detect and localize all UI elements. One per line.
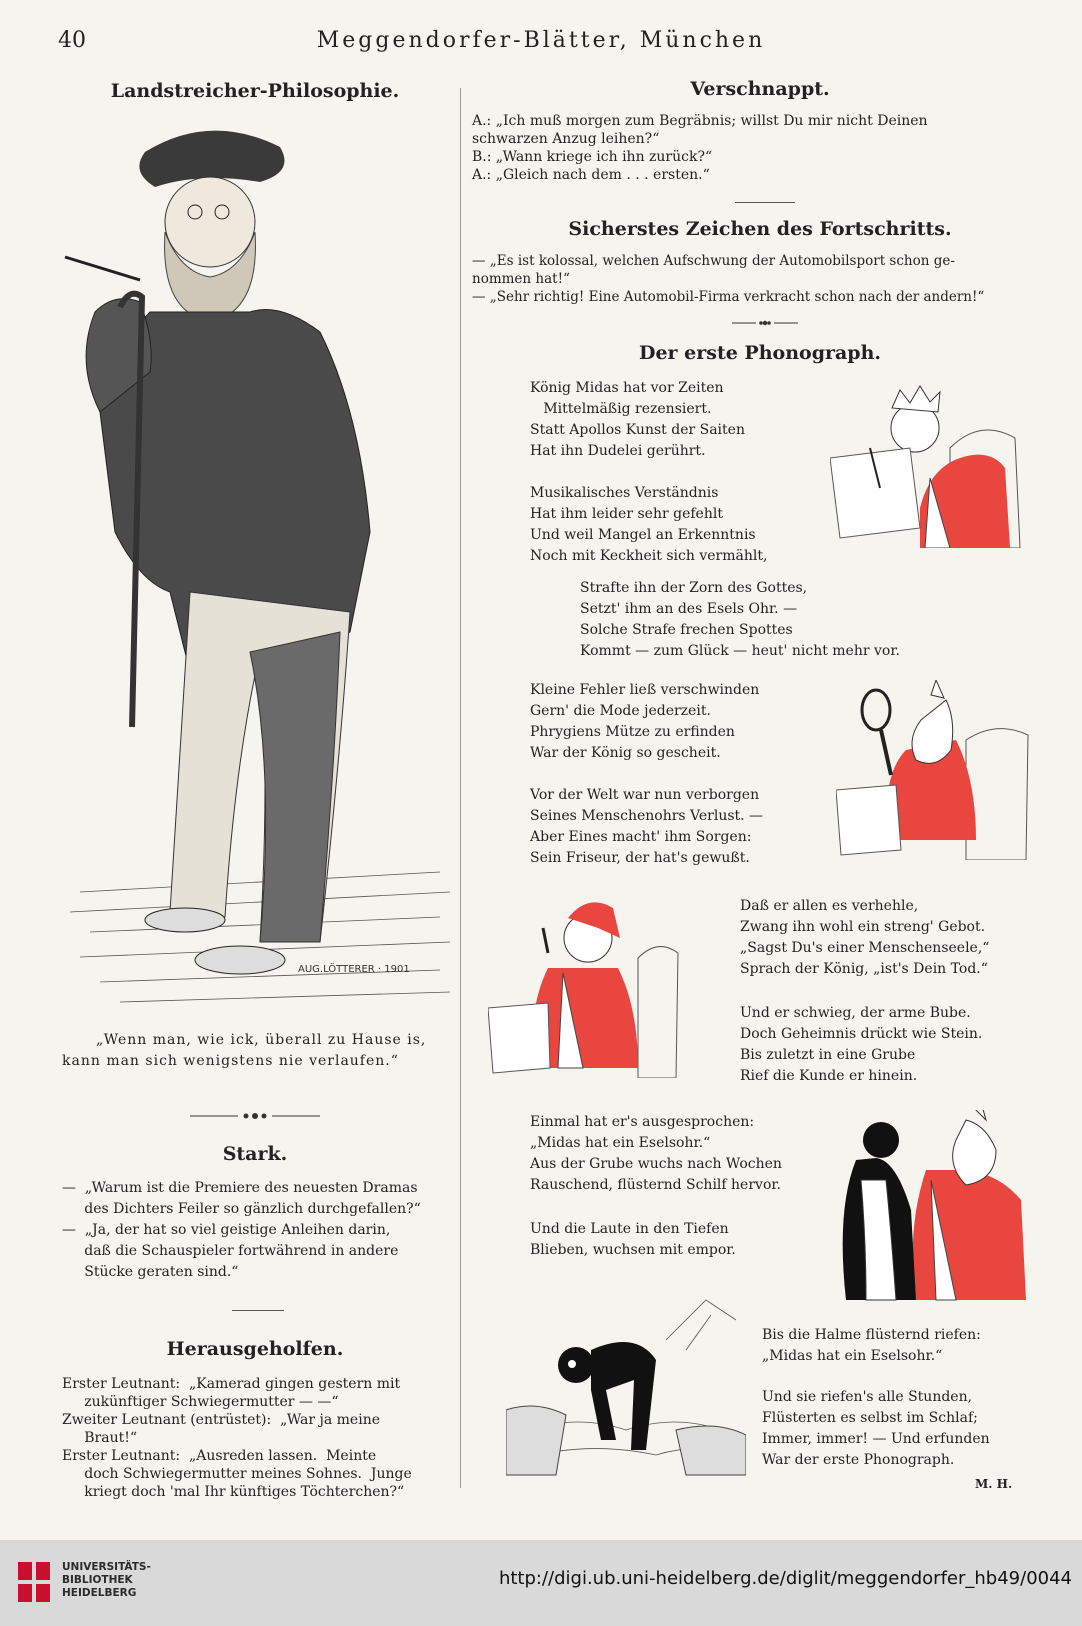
barber-pit-illustration [506, 1290, 746, 1480]
verschnappt-line: A.: „Ich muß morgen zum Begräbnis; willst Du mir nicht Deinen [472, 113, 928, 129]
library-name-line1: UNIVERSITÄTS- [62, 1561, 151, 1573]
stark-line: des Dichters Feiler so gänzlich durchgefallen?“ [62, 1201, 421, 1217]
section-rule [735, 202, 795, 203]
poem-line: „Midas hat ein Eselsohr.“ [530, 1135, 711, 1151]
poem-author: M. H. [975, 1477, 1013, 1491]
library-name-line3: HEIDELBERG [62, 1587, 137, 1599]
poem-line: Mittelmäßig rezensiert. [530, 401, 712, 417]
poem-line: Immer, immer! — Und erfunden [762, 1431, 990, 1447]
poem-line: Daß er allen es verhehle, [740, 898, 919, 914]
poem-line: Strafte ihn der Zorn des Gottes, [580, 580, 808, 596]
poem-line: Einmal hat er's ausgesprochen: [530, 1114, 755, 1130]
artist-signature: AUG.LÖTTERER · 1901 [298, 964, 410, 975]
poem-line: Doch Geheimnis drückt wie Stein. [740, 1026, 983, 1042]
university-library-logo [16, 1558, 56, 1606]
tramp-caption-line2: kann man sich wenigstens nie verlaufen.“ [62, 1053, 399, 1069]
barber-midas-illustration [836, 1110, 1036, 1310]
zeichen-line: — „Es ist kolossal, welchen Aufschwung der Automobilsport schon ge- [472, 253, 955, 269]
stark-line: daß die Schauspieler fortwährend in andere [62, 1243, 399, 1259]
herausgeholfen-line: Braut!“ [62, 1430, 138, 1446]
ornament-divider [190, 1110, 320, 1122]
stark-line: — „Ja, der hat so viel geistige Anleihen darin, [62, 1222, 391, 1238]
zeichen-line: nommen hat!“ [472, 271, 570, 287]
midas-mirror-illustration [836, 680, 1032, 860]
midas-writing-illustration [830, 378, 1030, 548]
poem-line: Vor der Welt war nun verborgen [530, 787, 760, 803]
tramp-illustration [60, 112, 450, 1017]
herausgeholfen-line: doch Schwiegermutter meines Sohnes. Junge [62, 1466, 412, 1482]
poem-line: Solche Strafe frechen Spottes [580, 622, 793, 638]
poem-line: Hat ihn Dudelei gerührt. [530, 443, 706, 459]
poem-line: Bis zuletzt in eine Grube [740, 1047, 916, 1063]
poem-line: Phrygiens Mütze zu erfinden [530, 724, 735, 740]
page-number: 40 [58, 28, 86, 53]
zeichen-title: Sicherstes Zeichen des Fortschritts. [568, 218, 952, 240]
stark-line: Stücke geraten sind.“ [62, 1264, 239, 1280]
phonograph-title: Der erste Phonograph. [638, 342, 882, 364]
poem-line: „Midas hat ein Eselsohr.“ [762, 1348, 943, 1364]
poem-line: Blieben, wuchsen mit empor. [530, 1242, 736, 1258]
herausgeholfen-line: Erster Leutnant: „Ausreden lassen. Meinte [62, 1448, 377, 1464]
poem-line: War der König so gescheit. [530, 745, 721, 761]
verschnappt-line: schwarzen Anzug leihen?“ [472, 131, 660, 147]
column-divider [460, 88, 461, 1488]
herausgeholfen-line: Erster Leutnant: „Kamerad gingen gestern mit [62, 1376, 401, 1392]
poem-line: Kommt — zum Glück — heut' nicht mehr vor. [580, 643, 900, 659]
ornament-divider [732, 318, 798, 328]
library-name-line2: BIBLIOTHEK [62, 1574, 133, 1586]
poem-line: Sprach der König, „ist's Dein Tod.“ [740, 961, 988, 977]
landstreicher-title: Landstreicher-Philosophie. [110, 80, 400, 102]
poem-line: Flüsterten es selbst im Schlaf; [762, 1410, 978, 1426]
poem-line: Noch mit Keckheit sich vermählt, [530, 548, 768, 564]
poem-line: Rief die Kunde er hinein. [740, 1068, 918, 1084]
poem-line: Gern' die Mode jederzeit. [530, 703, 711, 719]
tramp-caption-line1: „Wenn man, wie ick, überall zu Hause is, [96, 1032, 427, 1048]
poem-line: Setzt' ihm an des Esels Ohr. — [580, 601, 798, 617]
source-url-link[interactable]: http://digi.ub.uni-heidelberg.de/diglit/meggendorfer_hb49/0044 [498, 1568, 1072, 1589]
barber-whisper-illustration [488, 898, 688, 1078]
poem-line: War der erste Phonograph. [762, 1452, 955, 1468]
magazine-title: Meggendorfer-Blätter, München [316, 28, 766, 53]
herausgeholfen-line: kriegt doch 'mal Ihr künftiges Töchterchen?“ [62, 1484, 405, 1500]
poem-line: „Sagst Du's einer Menschenseele,“ [740, 940, 990, 956]
poem-line: Und die Laute in den Tiefen [530, 1221, 729, 1237]
stark-line: — „Warum ist die Premiere des neuesten Dramas [62, 1180, 418, 1196]
herausgeholfen-title: Herausgeholfen. [166, 1338, 344, 1360]
herausgeholfen-line: Zweiter Leutnant (entrüstet): „War ja meine [62, 1412, 381, 1428]
poem-line: Und sie riefen's alle Stunden, [762, 1389, 973, 1405]
poem-line: Musikalisches Verständnis [530, 485, 719, 501]
poem-line: Sein Friseur, der hat's gewußt. [530, 850, 750, 866]
verschnappt-line: B.: „Wann kriege ich ihn zurück?“ [472, 149, 713, 165]
zeichen-line: — „Sehr richtig! Eine Automobil-Firma verkracht schon nach der andern!“ [472, 289, 985, 305]
poem-line: Statt Apollos Kunst der Saiten [530, 422, 745, 438]
section-rule [232, 1310, 284, 1311]
verschnappt-line: A.: „Gleich nach dem . . . ersten.“ [472, 167, 710, 183]
poem-line: Kleine Fehler ließ verschwinden [530, 682, 760, 698]
poem-line: Aber Eines macht' ihm Sorgen: [530, 829, 752, 845]
poem-line: Hat ihm leider sehr gefehlt [530, 506, 723, 522]
library-footer [0, 1540, 1082, 1626]
poem-line: Aus der Grube wuchs nach Wochen [530, 1156, 782, 1172]
poem-line: Seines Menschenohrs Verlust. — [530, 808, 764, 824]
verschnappt-title: Verschnappt. [690, 78, 830, 100]
poem-line: Zwang ihn wohl ein streng' Gebot. [740, 919, 986, 935]
poem-line: König Midas hat vor Zeiten [530, 380, 724, 396]
herausgeholfen-line: zukünftiger Schwiegermutter — —“ [62, 1394, 339, 1410]
poem-line: Und er schwieg, der arme Bube. [740, 1005, 971, 1021]
poem-line: Rauschend, flüsternd Schilf hervor. [530, 1177, 781, 1193]
poem-line: Und weil Mangel an Erkenntnis [530, 527, 756, 543]
library-name [62, 1561, 151, 1600]
stark-title: Stark. [222, 1143, 288, 1165]
poem-line: Bis die Halme flüsternd riefen: [762, 1327, 981, 1343]
